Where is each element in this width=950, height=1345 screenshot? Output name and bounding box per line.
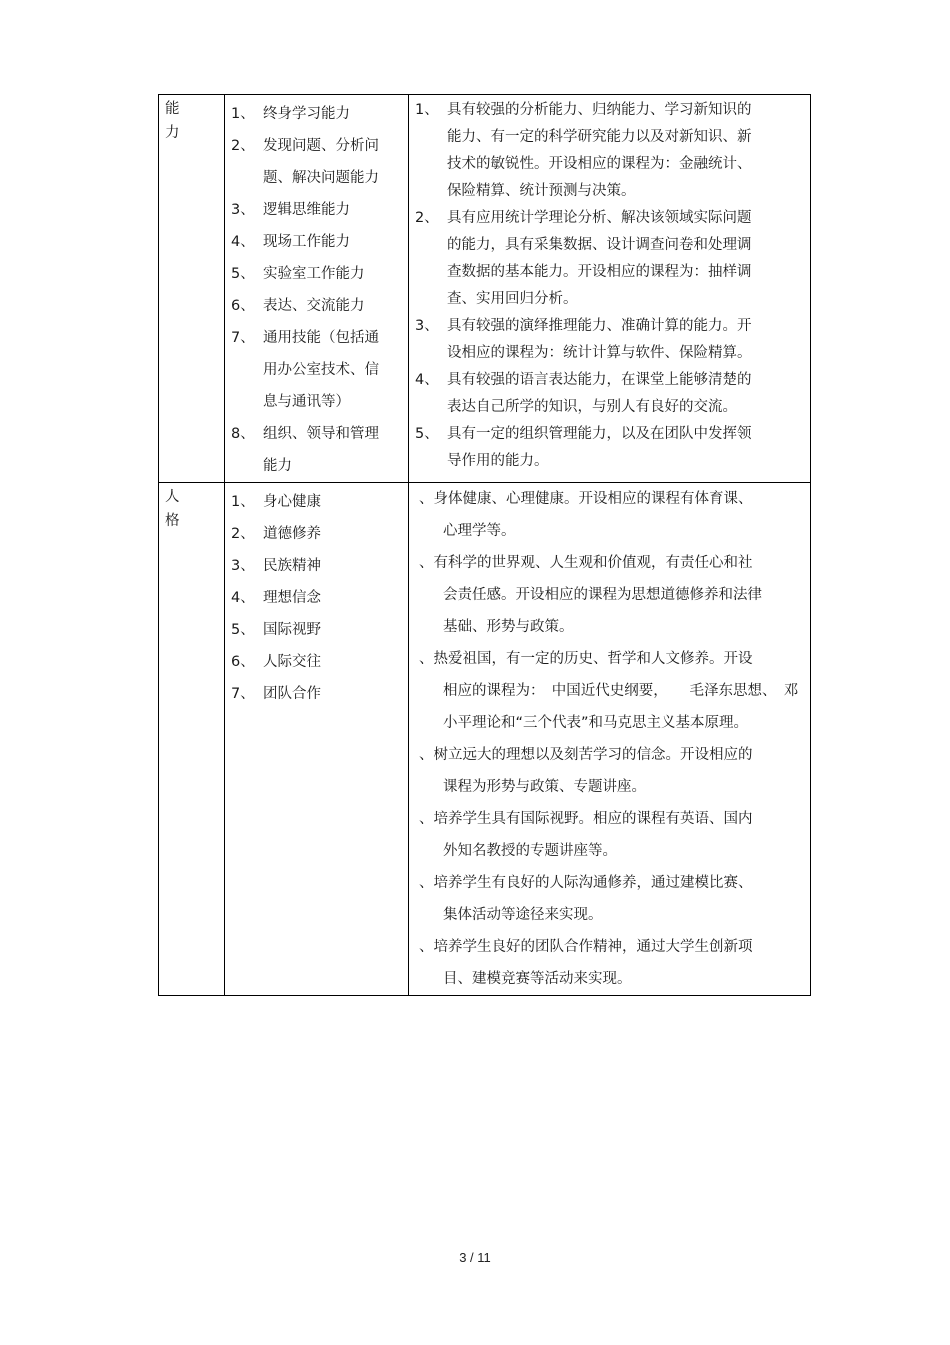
curriculum-table	[158, 94, 811, 996]
list-item	[229, 194, 404, 226]
item-text-line: 身心健康	[263, 494, 321, 510]
list-item	[229, 322, 404, 418]
detail-item	[415, 867, 806, 931]
detail-number: 4、	[415, 372, 439, 388]
detail-text-line: 具有较强的语言表达能力，在课堂上能够清楚的	[447, 372, 752, 388]
detail-text-line: 查、实用回归分析。	[447, 291, 578, 307]
item-number: 5、	[231, 622, 255, 638]
item-number: 6、	[231, 654, 255, 670]
item-text-line: 息与通讯等）	[263, 394, 350, 410]
detail-text-line: 保险精算、统计预测与决策。	[447, 183, 636, 199]
detail-text-line: 具有较强的分析能力、归纳能力、学习新知识的	[447, 102, 752, 118]
item-text-line: 现场工作能力	[263, 234, 350, 250]
item-text-line: 组织、领导和管理	[263, 426, 379, 442]
details-cell	[409, 95, 811, 483]
item-number: 2、	[231, 526, 255, 542]
item-text-line: 理想信念	[263, 590, 321, 606]
item-text-line: 逻辑思维能力	[263, 202, 350, 218]
detail-text-line: 、培养学生具有国际视野。相应的课程有英语、国内	[419, 811, 753, 827]
list-item	[229, 646, 404, 678]
detail-text-line: 外知名教授的专题讲座等。	[443, 843, 617, 859]
detail-item	[415, 803, 806, 867]
detail-item	[415, 367, 806, 421]
detail-text-line: 设相应的课程为：统计计算与软件、保险精算。	[447, 345, 752, 361]
list-item	[229, 130, 404, 194]
detail-number: 3、	[415, 318, 439, 334]
item-number: 3、	[231, 558, 255, 574]
detail-number: 2、	[415, 210, 439, 226]
detail-item	[415, 313, 806, 367]
detail-text-line: 能力、有一定的科学研究能力以及对新知识、新	[447, 129, 752, 145]
list-item	[229, 226, 404, 258]
detail-text-line: 查数据的基本能力。开设相应的课程为：抽样调	[447, 264, 752, 280]
item-text-line: 发现问题、分析问	[263, 138, 379, 154]
detail-text-line: 表达自己所学的知识，与别人有良好的交流。	[447, 399, 737, 415]
detail-text-line: 、培养学生有良好的人际沟通修养，通过建模比赛、	[419, 875, 753, 891]
detail-number: 1、	[415, 102, 439, 118]
category-cell	[159, 483, 225, 996]
item-text-line: 用办公室技术、信	[263, 362, 379, 378]
detail-text-line: 、热爱祖国，有一定的历史、哲学和人文修养。开设	[419, 651, 753, 667]
detail-text-line: 、培养学生良好的团队合作精神，通过大学生创新项	[419, 939, 753, 955]
detail-text-line: 课程为形势与政策、专题讲座。	[443, 779, 646, 795]
table-row	[159, 95, 811, 483]
item-number: 8、	[231, 426, 255, 442]
item-number: 2、	[231, 138, 255, 154]
item-number: 3、	[231, 202, 255, 218]
item-text-line: 国际视野	[263, 622, 321, 638]
detail-item	[415, 643, 806, 739]
list-item	[229, 486, 404, 518]
detail-text-line: 小平理论和“三个代表”和马克思主义基本原理。	[443, 715, 749, 731]
detail-item	[415, 739, 806, 803]
list-item	[229, 518, 404, 550]
detail-text-line: 具有应用统计学理论分析、解决该领域实际问题	[447, 210, 752, 226]
detail-item	[415, 97, 806, 205]
item-number: 5、	[231, 266, 255, 282]
page-number: 3 / 11	[459, 1250, 491, 1265]
detail-item	[415, 931, 806, 995]
category-cell	[159, 95, 225, 483]
item-text-line: 终身学习能力	[263, 106, 350, 122]
item-text-line: 通用技能（包括通	[263, 330, 379, 346]
item-text-line: 民族精神	[263, 558, 321, 574]
details-cell	[409, 483, 811, 996]
item-text-line: 团队合作	[263, 686, 321, 702]
item-number: 6、	[231, 298, 255, 314]
list-item	[229, 582, 404, 614]
category-label-char: 力	[165, 125, 180, 141]
table-row	[159, 483, 811, 996]
detail-text-line: 、身体健康、心理健康。开设相应的课程有体育课、	[419, 491, 753, 507]
item-text-line: 实验室工作能力	[263, 266, 365, 282]
detail-item	[415, 421, 806, 475]
list-item	[229, 550, 404, 582]
detail-item	[415, 205, 806, 313]
detail-text-line: 具有一定的组织管理能力，以及在团队中发挥领	[447, 426, 752, 442]
item-text-line: 题、解决问题能力	[263, 170, 379, 186]
detail-text-line: 具有较强的演绎推理能力、准确计算的能力。开	[447, 318, 752, 334]
detail-text-line: 导作用的能力。	[447, 453, 549, 469]
detail-text-line: 心理学等。	[443, 523, 516, 539]
category-label-char: 能	[165, 101, 180, 117]
detail-text-line: 、树立远大的理想以及刻苦学习的信念。开设相应的	[419, 747, 753, 763]
detail-text-line: 目、建模竞赛等活动来实现。	[443, 971, 632, 987]
detail-text-line: 集体活动等途径来实现。	[443, 907, 603, 923]
category-label-char: 格	[165, 513, 180, 529]
item-text-line: 表达、交流能力	[263, 298, 365, 314]
item-number: 4、	[231, 234, 255, 250]
item-number: 4、	[231, 590, 255, 606]
list-item	[229, 614, 404, 646]
list-item	[229, 290, 404, 322]
detail-item	[415, 483, 806, 547]
item-number: 7、	[231, 330, 255, 346]
detail-number: 5、	[415, 426, 439, 442]
item-text-line: 道德修养	[263, 526, 321, 542]
list-item	[229, 678, 404, 710]
item-number: 1、	[231, 106, 255, 122]
detail-text-line: 的能力，具有采集数据、设计调查问卷和处理调	[447, 237, 752, 253]
items-cell	[225, 95, 409, 483]
list-item	[229, 98, 404, 130]
list-item	[229, 418, 404, 482]
detail-text-line: 技术的敏锐性。开设相应的课程为：金融统计、	[447, 156, 752, 172]
item-text-line: 人际交往	[263, 654, 321, 670]
detail-text-line: 相应的课程为： 中国近代史纲要， 毛泽东思想、 邓	[443, 683, 799, 699]
items-cell	[225, 483, 409, 996]
category-label-char: 人	[165, 489, 180, 505]
detail-text-line: 基础、形势与政策。	[443, 619, 574, 635]
detail-item	[415, 547, 806, 643]
detail-text-line: 会责任感。开设相应的课程为思想道德修养和法律	[443, 587, 762, 603]
item-number: 7、	[231, 686, 255, 702]
item-text-line: 能力	[263, 458, 292, 474]
list-item	[229, 258, 404, 290]
item-number: 1、	[231, 494, 255, 510]
detail-text-line: 、有科学的世界观、人生观和价值观，有责任心和社	[419, 555, 753, 571]
